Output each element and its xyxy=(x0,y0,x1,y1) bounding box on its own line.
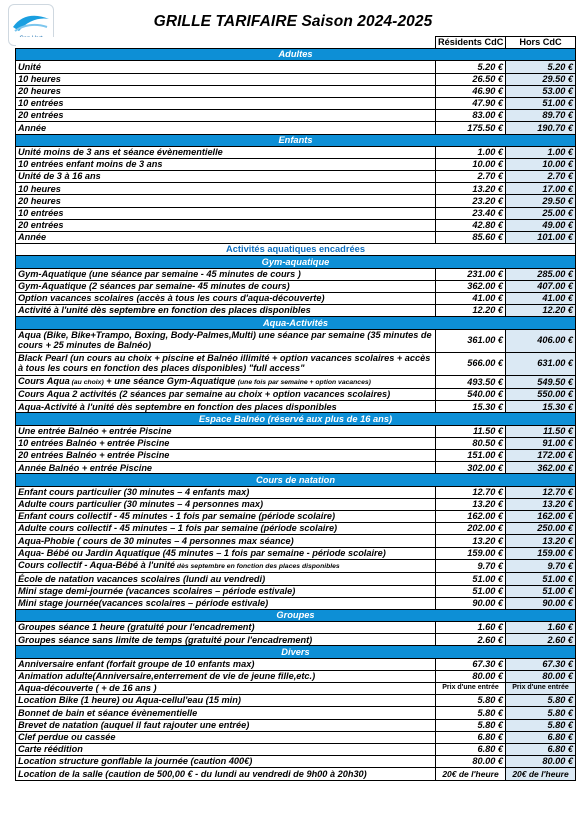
price-row xyxy=(16,743,576,755)
price-hors: 406.00 € xyxy=(506,329,576,352)
row-label-text: Location structure gonflable la journée (caution 400€) xyxy=(18,756,253,767)
row-label xyxy=(16,768,436,780)
row-label-text: 10 heures xyxy=(18,183,61,194)
price-row xyxy=(16,207,576,219)
price-row xyxy=(16,756,576,768)
price-residents: 159.00 € xyxy=(436,547,506,559)
row-label-text: Bonnet de bain et séance évènementielle xyxy=(18,707,198,718)
price-hors: 1.60 € xyxy=(506,622,576,634)
price-residents: 42.80 € xyxy=(436,219,506,231)
price-hors: 362.00 € xyxy=(506,462,576,474)
price-row xyxy=(16,171,576,183)
price-hors: 10.00 € xyxy=(506,158,576,170)
price-residents: 67.30 € xyxy=(436,658,506,670)
price-hors: 5.80 € xyxy=(506,695,576,707)
price-hors: 15.30 € xyxy=(506,401,576,413)
row-label xyxy=(16,658,436,670)
row-label xyxy=(16,183,436,195)
section-title: Adultes xyxy=(16,49,576,61)
section-header xyxy=(16,244,576,256)
row-label xyxy=(16,110,436,122)
row-label xyxy=(16,622,436,634)
row-label xyxy=(16,425,436,437)
row-label-text: Animation adulte(Anniversaire,enterrement de vie de jeune fille,etc.) xyxy=(18,671,316,682)
price-hors: 90.00 € xyxy=(506,597,576,609)
price-hors: 12.70 € xyxy=(506,486,576,498)
price-hors: Prix d'une entrée xyxy=(506,683,576,695)
price-row xyxy=(16,73,576,85)
row-label xyxy=(16,510,436,522)
row-label-text: Aqua-Activité à l'unité dès septembre en fonction des places disponibles xyxy=(18,401,337,412)
price-row xyxy=(16,389,576,401)
row-label xyxy=(16,523,436,535)
price-hors: 6.80 € xyxy=(506,743,576,755)
price-hors: 2.60 € xyxy=(506,634,576,646)
price-row xyxy=(16,97,576,109)
price-residents: 5.80 € xyxy=(436,695,506,707)
price-hors: 51.00 € xyxy=(506,585,576,597)
row-label-text: Cours Aqua 2 activités (2 séances par semaine au choix + option vacances scolaires) xyxy=(18,389,391,400)
row-label-text: Option vacances scolaires (accès à tous les cours d'aqua-découverte) xyxy=(18,293,325,304)
row-label-text: Mini stage demi-journée (vacances scolaires – période estivale) xyxy=(18,585,296,596)
row-label xyxy=(16,171,436,183)
price-hors: 631.00 € xyxy=(506,352,576,375)
price-residents: 202.00 € xyxy=(436,523,506,535)
price-row xyxy=(16,634,576,646)
row-label xyxy=(16,219,436,231)
price-hors: 159.00 € xyxy=(506,547,576,559)
price-table xyxy=(15,36,576,781)
row-label-text: Location de la salle (caution de 500,00 € - du lundi au vendredi de 9h00 à 20h30) xyxy=(18,768,367,779)
row-label-text: Aqua-Phobie ( cours de 30 minutes – 4 personnes max séance) xyxy=(18,535,294,546)
row-label xyxy=(16,61,436,73)
row-label xyxy=(16,573,436,585)
price-residents: 6.80 € xyxy=(436,731,506,743)
price-row xyxy=(16,683,576,695)
price-residents: 302.00 € xyxy=(436,462,506,474)
row-label-text: Carte réédition xyxy=(18,744,83,755)
row-label-text: Année xyxy=(18,232,47,243)
price-residents: 13.20 € xyxy=(436,535,506,547)
price-table-wrap xyxy=(15,36,575,781)
price-residents: 11.50 € xyxy=(436,425,506,437)
row-label xyxy=(16,207,436,219)
price-residents: 5.80 € xyxy=(436,707,506,719)
price-residents: 361.00 € xyxy=(436,329,506,352)
section-title: Enfants xyxy=(16,134,576,146)
row-label xyxy=(16,695,436,707)
price-residents: 5.80 € xyxy=(436,719,506,731)
price-residents: 9.70 € xyxy=(436,559,506,573)
price-residents: 540.00 € xyxy=(436,389,506,401)
price-residents: 175.50 € xyxy=(436,122,506,134)
price-row xyxy=(16,622,576,634)
price-residents: 80.50 € xyxy=(436,437,506,449)
price-hors: 49.00 € xyxy=(506,219,576,231)
price-row xyxy=(16,559,576,573)
row-label xyxy=(16,122,436,134)
section-header xyxy=(16,256,576,268)
header-blank xyxy=(16,37,436,49)
price-hors: 250.00 € xyxy=(506,523,576,535)
price-hors: 6.80 € xyxy=(506,731,576,743)
row-label xyxy=(16,585,436,597)
row-label xyxy=(16,292,436,304)
price-residents: 10.00 € xyxy=(436,158,506,170)
row-label-text: 20 heures xyxy=(18,195,61,206)
price-row xyxy=(16,695,576,707)
price-row xyxy=(16,597,576,609)
price-hors: 29.50 € xyxy=(506,195,576,207)
price-hors: 2.70 € xyxy=(506,171,576,183)
row-label xyxy=(16,268,436,280)
row-label xyxy=(16,731,436,743)
price-hors: 162.00 € xyxy=(506,510,576,522)
row-label xyxy=(16,756,436,768)
row-label xyxy=(16,146,436,158)
price-residents: 80.00 € xyxy=(436,670,506,682)
section-header xyxy=(16,49,576,61)
row-label-text: Mini stage journée(vacances scolaires – période estivale) xyxy=(18,597,269,608)
row-label xyxy=(16,329,436,352)
price-hors: 41.00 € xyxy=(506,292,576,304)
price-row xyxy=(16,731,576,743)
row-label-text: 10 heures xyxy=(18,73,61,84)
page-title: GRILLE TARIFAIRE Saison 2024-2025 xyxy=(153,13,433,30)
header-residents: Résidents CdC xyxy=(436,37,506,49)
table-body xyxy=(16,49,576,780)
row-label-text: Groupes séance 1 heure (gratuité pour l'encadrement) xyxy=(18,622,255,633)
price-residents: 85.60 € xyxy=(436,232,506,244)
row-label-mid: + une séance Gym-Aquatique xyxy=(103,375,238,386)
row-label xyxy=(16,547,436,559)
section-header xyxy=(16,134,576,146)
price-row xyxy=(16,292,576,304)
price-row xyxy=(16,183,576,195)
row-label-text: Unité xyxy=(18,61,41,72)
section-title: Groupes xyxy=(16,609,576,621)
price-row xyxy=(16,719,576,731)
price-residents: 41.00 € xyxy=(436,292,506,304)
price-row xyxy=(16,768,576,780)
row-label-note: (au choix) xyxy=(69,378,104,386)
row-label-text: Anniversaire enfant (forfait groupe de 10 enfants max) xyxy=(18,658,255,669)
price-hors: 5.20 € xyxy=(506,61,576,73)
row-label-text: Enfant cours particulier (30 minutes – 4 enfants max) xyxy=(18,486,250,497)
price-residents: 20€ de l'heure xyxy=(436,768,506,780)
price-hors: 101.00 € xyxy=(506,232,576,244)
price-residents: 90.00 € xyxy=(436,597,506,609)
price-row xyxy=(16,375,576,389)
price-residents: 15.30 € xyxy=(436,401,506,413)
price-row xyxy=(16,146,576,158)
price-residents: 6.80 € xyxy=(436,743,506,755)
section-header xyxy=(16,609,576,621)
price-hors: 29.50 € xyxy=(506,73,576,85)
price-row xyxy=(16,232,576,244)
price-residents: 231.00 € xyxy=(436,268,506,280)
row-label xyxy=(16,707,436,719)
price-row xyxy=(16,437,576,449)
row-label-text: Activité à l'unité dès septembre en fonction des places disponibles xyxy=(18,305,311,316)
price-residents: 13.20 € xyxy=(436,183,506,195)
price-row xyxy=(16,523,576,535)
row-label xyxy=(16,462,436,474)
row-label-note: dès septembre en fonction des places disponibles xyxy=(175,562,340,570)
section-title: Aqua-Activités xyxy=(16,317,576,329)
price-row xyxy=(16,486,576,498)
row-label xyxy=(16,498,436,510)
price-row xyxy=(16,305,576,317)
price-row xyxy=(16,510,576,522)
row-label xyxy=(16,73,436,85)
price-row xyxy=(16,61,576,73)
row-label-text: Unité de 3 à 16 ans xyxy=(18,171,101,182)
price-row xyxy=(16,462,576,474)
price-residents: Prix d'une entrée xyxy=(436,683,506,695)
price-residents: 362.00 € xyxy=(436,280,506,292)
row-label-text: Adulte cours collectif - 45 minutes – 1 fois par semaine (période scolaire) xyxy=(18,523,338,534)
price-row xyxy=(16,547,576,559)
row-label-text: Gym-Aquatique (une séance par semaine - 45 minutes de cours ) xyxy=(18,268,301,279)
section-header xyxy=(16,317,576,329)
price-residents: 1.60 € xyxy=(436,622,506,634)
row-label-text: 20 entrées Balnéo + entrée Piscine xyxy=(18,450,170,461)
price-residents: 12.70 € xyxy=(436,486,506,498)
row-label-text: Année xyxy=(18,122,47,133)
row-label xyxy=(16,559,436,573)
row-label xyxy=(16,158,436,170)
price-hors: 407.00 € xyxy=(506,280,576,292)
row-label xyxy=(16,389,436,401)
price-hors: 51.00 € xyxy=(506,573,576,585)
price-residents: 13.20 € xyxy=(436,498,506,510)
section-title: Espace Balnéo (réservé aux plus de 16 ans) xyxy=(16,413,576,425)
price-row xyxy=(16,535,576,547)
row-label-text: Unité moins de 3 ans et séance évènementielle xyxy=(18,146,223,157)
row-label xyxy=(16,352,436,375)
price-residents: 151.00 € xyxy=(436,450,506,462)
price-row xyxy=(16,658,576,670)
price-hors: 5.80 € xyxy=(506,707,576,719)
header-hors: Hors CdC xyxy=(506,37,576,49)
row-label xyxy=(16,535,436,547)
section-title: Activités aquatiques encadrées xyxy=(16,244,576,256)
section-header xyxy=(16,413,576,425)
table-header-row xyxy=(16,37,576,49)
price-residents: 26.50 € xyxy=(436,73,506,85)
price-residents: 566.00 € xyxy=(436,352,506,375)
price-row xyxy=(16,158,576,170)
row-label xyxy=(16,486,436,498)
row-label-text: Brevet de natation (auquel il faut rajouter une entrée) xyxy=(18,719,250,730)
row-label xyxy=(16,280,436,292)
row-label-text: Adulte cours particulier (30 minutes – 4 personnes max) xyxy=(18,499,264,510)
price-row xyxy=(16,707,576,719)
row-label-text: Cours Aqua xyxy=(18,375,70,386)
row-label xyxy=(16,450,436,462)
row-label xyxy=(16,195,436,207)
price-hors: 5.80 € xyxy=(506,719,576,731)
price-hors: 1.00 € xyxy=(506,146,576,158)
row-label-text: Une entrée Balnéo + entrée Piscine xyxy=(18,425,172,436)
price-hors: 80.00 € xyxy=(506,756,576,768)
row-label xyxy=(16,670,436,682)
price-hors: 549.50 € xyxy=(506,375,576,389)
price-hors: 20€ de l'heure xyxy=(506,768,576,780)
section-header xyxy=(16,646,576,658)
row-label-text: 10 entrées enfant moins de 3 ans xyxy=(18,159,163,170)
row-label xyxy=(16,597,436,609)
price-row xyxy=(16,450,576,462)
price-hors: 11.50 € xyxy=(506,425,576,437)
price-row xyxy=(16,110,576,122)
row-label-text: Aqua- Bébé ou Jardin Aquatique (45 minutes – 1 fois par semaine - période scolaire) xyxy=(18,547,386,558)
row-label-text: Groupes séance sans limite de temps (gratuité pour l'encadrement) xyxy=(18,634,313,645)
price-residents: 12.20 € xyxy=(436,305,506,317)
row-label-text: Gym-Aquatique (2 séances par semaine- 45 minutes de cours) xyxy=(18,281,290,292)
row-label-text: Aqua-découverte ( + de 16 ans ) xyxy=(18,683,157,694)
price-residents: 80.00 € xyxy=(436,756,506,768)
price-hors: 190.70 € xyxy=(506,122,576,134)
row-label-text: 20 entrées xyxy=(18,220,64,231)
price-hors: 80.00 € xyxy=(506,670,576,682)
price-row xyxy=(16,268,576,280)
row-label-text: 10 entrées xyxy=(18,98,64,109)
row-label xyxy=(16,401,436,413)
price-row xyxy=(16,329,576,352)
price-residents: 51.00 € xyxy=(436,573,506,585)
section-title: Cours de natation xyxy=(16,474,576,486)
price-hors: 172.00 € xyxy=(506,450,576,462)
price-hors: 51.00 € xyxy=(506,97,576,109)
row-label xyxy=(16,437,436,449)
row-label xyxy=(16,97,436,109)
price-hors: 53.00 € xyxy=(506,85,576,97)
price-hors: 89.70 € xyxy=(506,110,576,122)
price-row xyxy=(16,352,576,375)
row-label-text: Clef perdue ou cassée xyxy=(18,732,116,743)
price-hors: 13.20 € xyxy=(506,535,576,547)
row-label-text: École de natation vacances scolaires (lundi au vendredi) xyxy=(18,573,266,584)
row-label xyxy=(16,683,436,695)
price-row xyxy=(16,122,576,134)
price-row xyxy=(16,670,576,682)
price-residents: 83.00 € xyxy=(436,110,506,122)
row-label xyxy=(16,85,436,97)
price-row xyxy=(16,401,576,413)
price-residents: 47.90 € xyxy=(436,97,506,109)
section-title: Gym-aquatique xyxy=(16,256,576,268)
row-label xyxy=(16,375,436,389)
price-row xyxy=(16,573,576,585)
price-residents: 46.90 € xyxy=(436,85,506,97)
row-label xyxy=(16,305,436,317)
price-residents: 162.00 € xyxy=(436,510,506,522)
price-row xyxy=(16,85,576,97)
price-residents: 5.20 € xyxy=(436,61,506,73)
price-row xyxy=(16,280,576,292)
price-residents: 493.50 € xyxy=(436,375,506,389)
price-row xyxy=(16,195,576,207)
row-label-text: 10 entrées Balnéo + entrée Piscine xyxy=(18,438,170,449)
price-hors: 12.20 € xyxy=(506,305,576,317)
price-hors: 285.00 € xyxy=(506,268,576,280)
price-residents: 2.60 € xyxy=(436,634,506,646)
price-row xyxy=(16,585,576,597)
row-label-text: Année Balnéo + entrée Piscine xyxy=(18,462,153,473)
row-label-text: Cours collectif - Aqua-Bébé à l'unité xyxy=(18,559,176,570)
row-label-text: 10 entrées xyxy=(18,207,64,218)
row-label-text: 20 entrées xyxy=(18,110,64,121)
row-label-note: (une fois par semaine + option vacances) xyxy=(237,378,371,386)
price-residents: 23.40 € xyxy=(436,207,506,219)
row-label xyxy=(16,634,436,646)
price-hors: 17.00 € xyxy=(506,183,576,195)
price-row xyxy=(16,425,576,437)
price-hors: 9.70 € xyxy=(506,559,576,573)
price-hors: 13.20 € xyxy=(506,498,576,510)
row-label-text: Enfant cours collectif - 45 minutes - 1 fois par semaine (période scolaire) xyxy=(18,511,336,522)
row-label-text: Location Bike (1 heure) ou Aqua-cellul'eau (15 min) xyxy=(18,695,241,706)
price-hors: 91.00 € xyxy=(506,437,576,449)
row-label xyxy=(16,232,436,244)
price-residents: 51.00 € xyxy=(436,585,506,597)
price-hors: 550.00 € xyxy=(506,389,576,401)
price-row xyxy=(16,498,576,510)
price-residents: 2.70 € xyxy=(436,171,506,183)
row-label-text: Aqua (Bike, Bike+Trampo, Boxing, Body-Palmes,Multi) une séance par semaine (35 minutes de cours + 25 minutes de Balnéo) xyxy=(18,329,432,351)
price-row xyxy=(16,219,576,231)
row-label xyxy=(16,719,436,731)
section-title: Divers xyxy=(16,646,576,658)
price-hors: 25.00 € xyxy=(506,207,576,219)
row-label-text: 20 heures xyxy=(18,86,61,97)
section-header xyxy=(16,474,576,486)
row-label xyxy=(16,743,436,755)
row-label-text: Black Pearl (un cours au choix + piscine et Balnéo illimité + option vacances scolaires + accès à tous les cours en fonction des places disponibles) "full access" xyxy=(18,352,431,374)
price-hors: 67.30 € xyxy=(506,658,576,670)
price-residents: 1.00 € xyxy=(436,146,506,158)
price-residents: 23.20 € xyxy=(436,195,506,207)
